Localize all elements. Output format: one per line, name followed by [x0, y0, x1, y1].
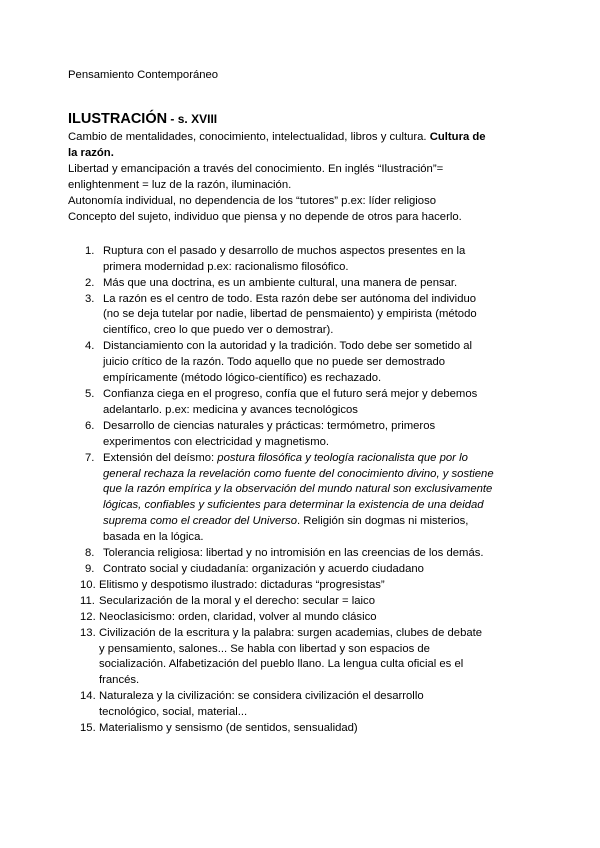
- text-segment: Extensión del deísmo:: [103, 451, 218, 464]
- list-item-line: [103, 276, 544, 292]
- list-item-line: [103, 435, 544, 451]
- list-item-line: [103, 562, 544, 578]
- list-item: [68, 339, 544, 387]
- text-segment: y pensamiento, salones... Se habla con libertad y son espacios de: [99, 642, 430, 655]
- list-item-number: 12.: [80, 610, 96, 623]
- text-segment: Neoclasicismo: orden, claridad, volver al mundo clásico: [99, 610, 377, 623]
- list-item-line: [99, 578, 544, 594]
- intro-line: [68, 210, 544, 226]
- list-item-line: [103, 292, 544, 308]
- list-item: [68, 419, 544, 451]
- text-segment: Elitismo y despotismo ilustrado: dictaduras “progresistas”: [99, 578, 385, 591]
- list-item-line: [99, 610, 544, 626]
- intro-paragraphs: [68, 130, 544, 225]
- text-segment: Desarrollo de ciencias naturales y prácticas: termómetro, primeros: [103, 419, 436, 432]
- list-item-number: 4.: [85, 340, 95, 353]
- list-item: [68, 546, 544, 562]
- text-segment: Contrato social y ciudadanía: organización y acuerdo ciudadano: [103, 562, 424, 575]
- text-segment: que la razón empírica y la observación del mundo natural son exclusivamente: [103, 483, 493, 496]
- text-segment: Cambio de mentalidades, conocimiento, intelectualidad, libros y cultura.: [68, 131, 430, 144]
- text-segment: Confianza ciega en el progreso, confía que el futuro será mejor y debemos: [103, 388, 478, 400]
- page-title-suffix: - s. XVIII: [167, 111, 218, 126]
- list-item-line: [103, 387, 544, 403]
- text-segment: científico, creo lo que puedo ver o demostrar).: [103, 324, 334, 337]
- list-item-number: 3.: [85, 292, 95, 305]
- text-segment: enlightenment = luz de la razón, iluminación.: [68, 179, 292, 192]
- text-segment: lógicas, confiables y suficientes para determinar la existencia de una deidad: [103, 499, 484, 512]
- text-segment: la razón.: [68, 147, 114, 160]
- list-item-line: [103, 307, 544, 323]
- list-item: [68, 562, 544, 578]
- text-segment: Secularización de la moral y el derecho: secular = laico: [99, 594, 375, 607]
- list-item: [68, 721, 544, 737]
- text-segment: empíricamente (método lógico-científico) es rechazado.: [103, 372, 382, 385]
- list-item-number: 6.: [85, 419, 95, 432]
- text-segment: Libertad y emancipación a través del conocimiento. En inglés “Ilustración”=: [68, 163, 444, 176]
- list-item-line: [103, 514, 544, 530]
- list-item: [68, 244, 544, 276]
- list-item-line: [103, 419, 544, 435]
- list-item-line: [99, 689, 544, 705]
- list-item-line: [103, 451, 544, 467]
- page-title: [68, 110, 544, 129]
- list-item-line: [103, 355, 544, 371]
- list-item-line: [99, 721, 544, 737]
- list-item-line: [99, 657, 544, 673]
- list-item-line: [103, 260, 544, 276]
- text-segment: suprema como el creador del Universo: [103, 515, 298, 528]
- list-item-line: [103, 546, 544, 562]
- list-item-line: [103, 530, 544, 546]
- list-item: [68, 292, 544, 340]
- text-segment: Cultura de: [429, 131, 486, 144]
- numbered-list: [68, 244, 544, 737]
- list-item-line: [103, 371, 544, 387]
- list-item-line: [99, 626, 544, 642]
- text-segment: juicio crítico de la razón. Todo aquello que no puede ser demostrado: [103, 356, 446, 369]
- text-segment: . Religión sin dogmas ni misterios,: [297, 515, 469, 528]
- list-item: [68, 594, 544, 610]
- text-segment: general rechaza la revelación como fuente del conocimiento divino, y sostiene: [103, 467, 494, 480]
- list-item-line: [99, 705, 544, 721]
- text-segment: Más que una doctrina, es un ambiente cultural, una manera de pensar.: [103, 276, 458, 289]
- list-item: [68, 689, 544, 721]
- intro-line: [68, 146, 544, 162]
- text-segment: Naturaleza y la civilización: se considera civilización el desarrollo: [99, 690, 424, 703]
- text-segment: primera modernidad p.ex: racionalismo filosófico.: [103, 260, 349, 273]
- list-item-line: [103, 482, 544, 498]
- list-item-number: 14.: [80, 690, 96, 703]
- intro-line: [68, 194, 544, 210]
- list-item-line: [103, 323, 544, 339]
- list-item-number: 8.: [85, 547, 95, 560]
- list-item-line: [99, 594, 544, 610]
- list-item-number: 7.: [85, 451, 95, 464]
- list-item: [68, 451, 544, 546]
- text-segment: (no se deja tutelar por nadie, libertad de pensmaiento) y empirista (método: [103, 308, 477, 321]
- text-segment: Concepto del sujeto, individuo que piensa y no depende de otros para hacerlo.: [68, 210, 462, 223]
- text-segment: Civilización de la escritura y la palabra: surgen academias, clubes de debate: [99, 626, 483, 639]
- list-item-number: 15.: [80, 722, 96, 735]
- text-segment: Materialismo y sensismo (de sentidos, sensualidad): [99, 722, 358, 735]
- text-segment: tecnológico, social, material...: [99, 706, 248, 719]
- list-item-line: [103, 467, 544, 483]
- list-item: [68, 578, 544, 594]
- list-item: [68, 610, 544, 626]
- text-segment: francés.: [99, 674, 140, 687]
- page-title-main: ILUSTRACIÓN: [68, 110, 168, 127]
- list-item-number: 2.: [85, 276, 95, 289]
- text-segment: Autonomía individual, no dependencia de los “tutores” p.ex: líder religioso: [68, 195, 436, 208]
- list-item-line: [103, 339, 544, 355]
- text-segment: Ruptura con el pasado y desarrollo de muchos aspectos presentes en la: [103, 244, 466, 257]
- list-item-number: 11.: [80, 594, 95, 607]
- list-item-line: [99, 673, 544, 689]
- text-segment: La razón es el centro de todo. Esta razón debe ser autónoma del individuo: [103, 292, 477, 305]
- text-segment: basada en la lógica.: [103, 531, 204, 544]
- list-item-number: 5.: [85, 388, 95, 400]
- text-segment: adelantarlo. p.ex: medicina y avances tecnológicos: [103, 403, 358, 416]
- list-item-line: [103, 498, 544, 514]
- list-item-number: 13.: [80, 626, 96, 639]
- text-segment: Tolerancia religiosa: libertad y no intromisión en las creencias de los demás.: [103, 547, 484, 560]
- list-item-line: [103, 403, 544, 419]
- list-item-number: 10.: [80, 578, 96, 591]
- text-segment: Distanciamiento con la autoridad y la tradición. Todo debe ser sometido al: [103, 340, 473, 353]
- list-item-number: 9.: [85, 562, 95, 575]
- list-item: [68, 626, 544, 690]
- intro-line: [68, 162, 544, 178]
- list-item-line: [99, 642, 544, 658]
- list-item: [68, 387, 544, 419]
- text-segment: socialización. Alfabetización del pueblo llano. La lengua culta oficial es el: [99, 658, 464, 671]
- text-segment: experimentos con electricidad y magnetismo.: [103, 435, 330, 448]
- intro-line: [68, 178, 544, 194]
- list-item-line: [103, 244, 544, 260]
- document-kicker: Pensamiento Contemporáneo: [68, 69, 219, 81]
- list-item-number: 1.: [85, 244, 95, 257]
- intro-line: [68, 130, 544, 146]
- list-item: [68, 276, 544, 292]
- text-segment: postura filosófica y teología racionalista que por lo: [217, 451, 468, 464]
